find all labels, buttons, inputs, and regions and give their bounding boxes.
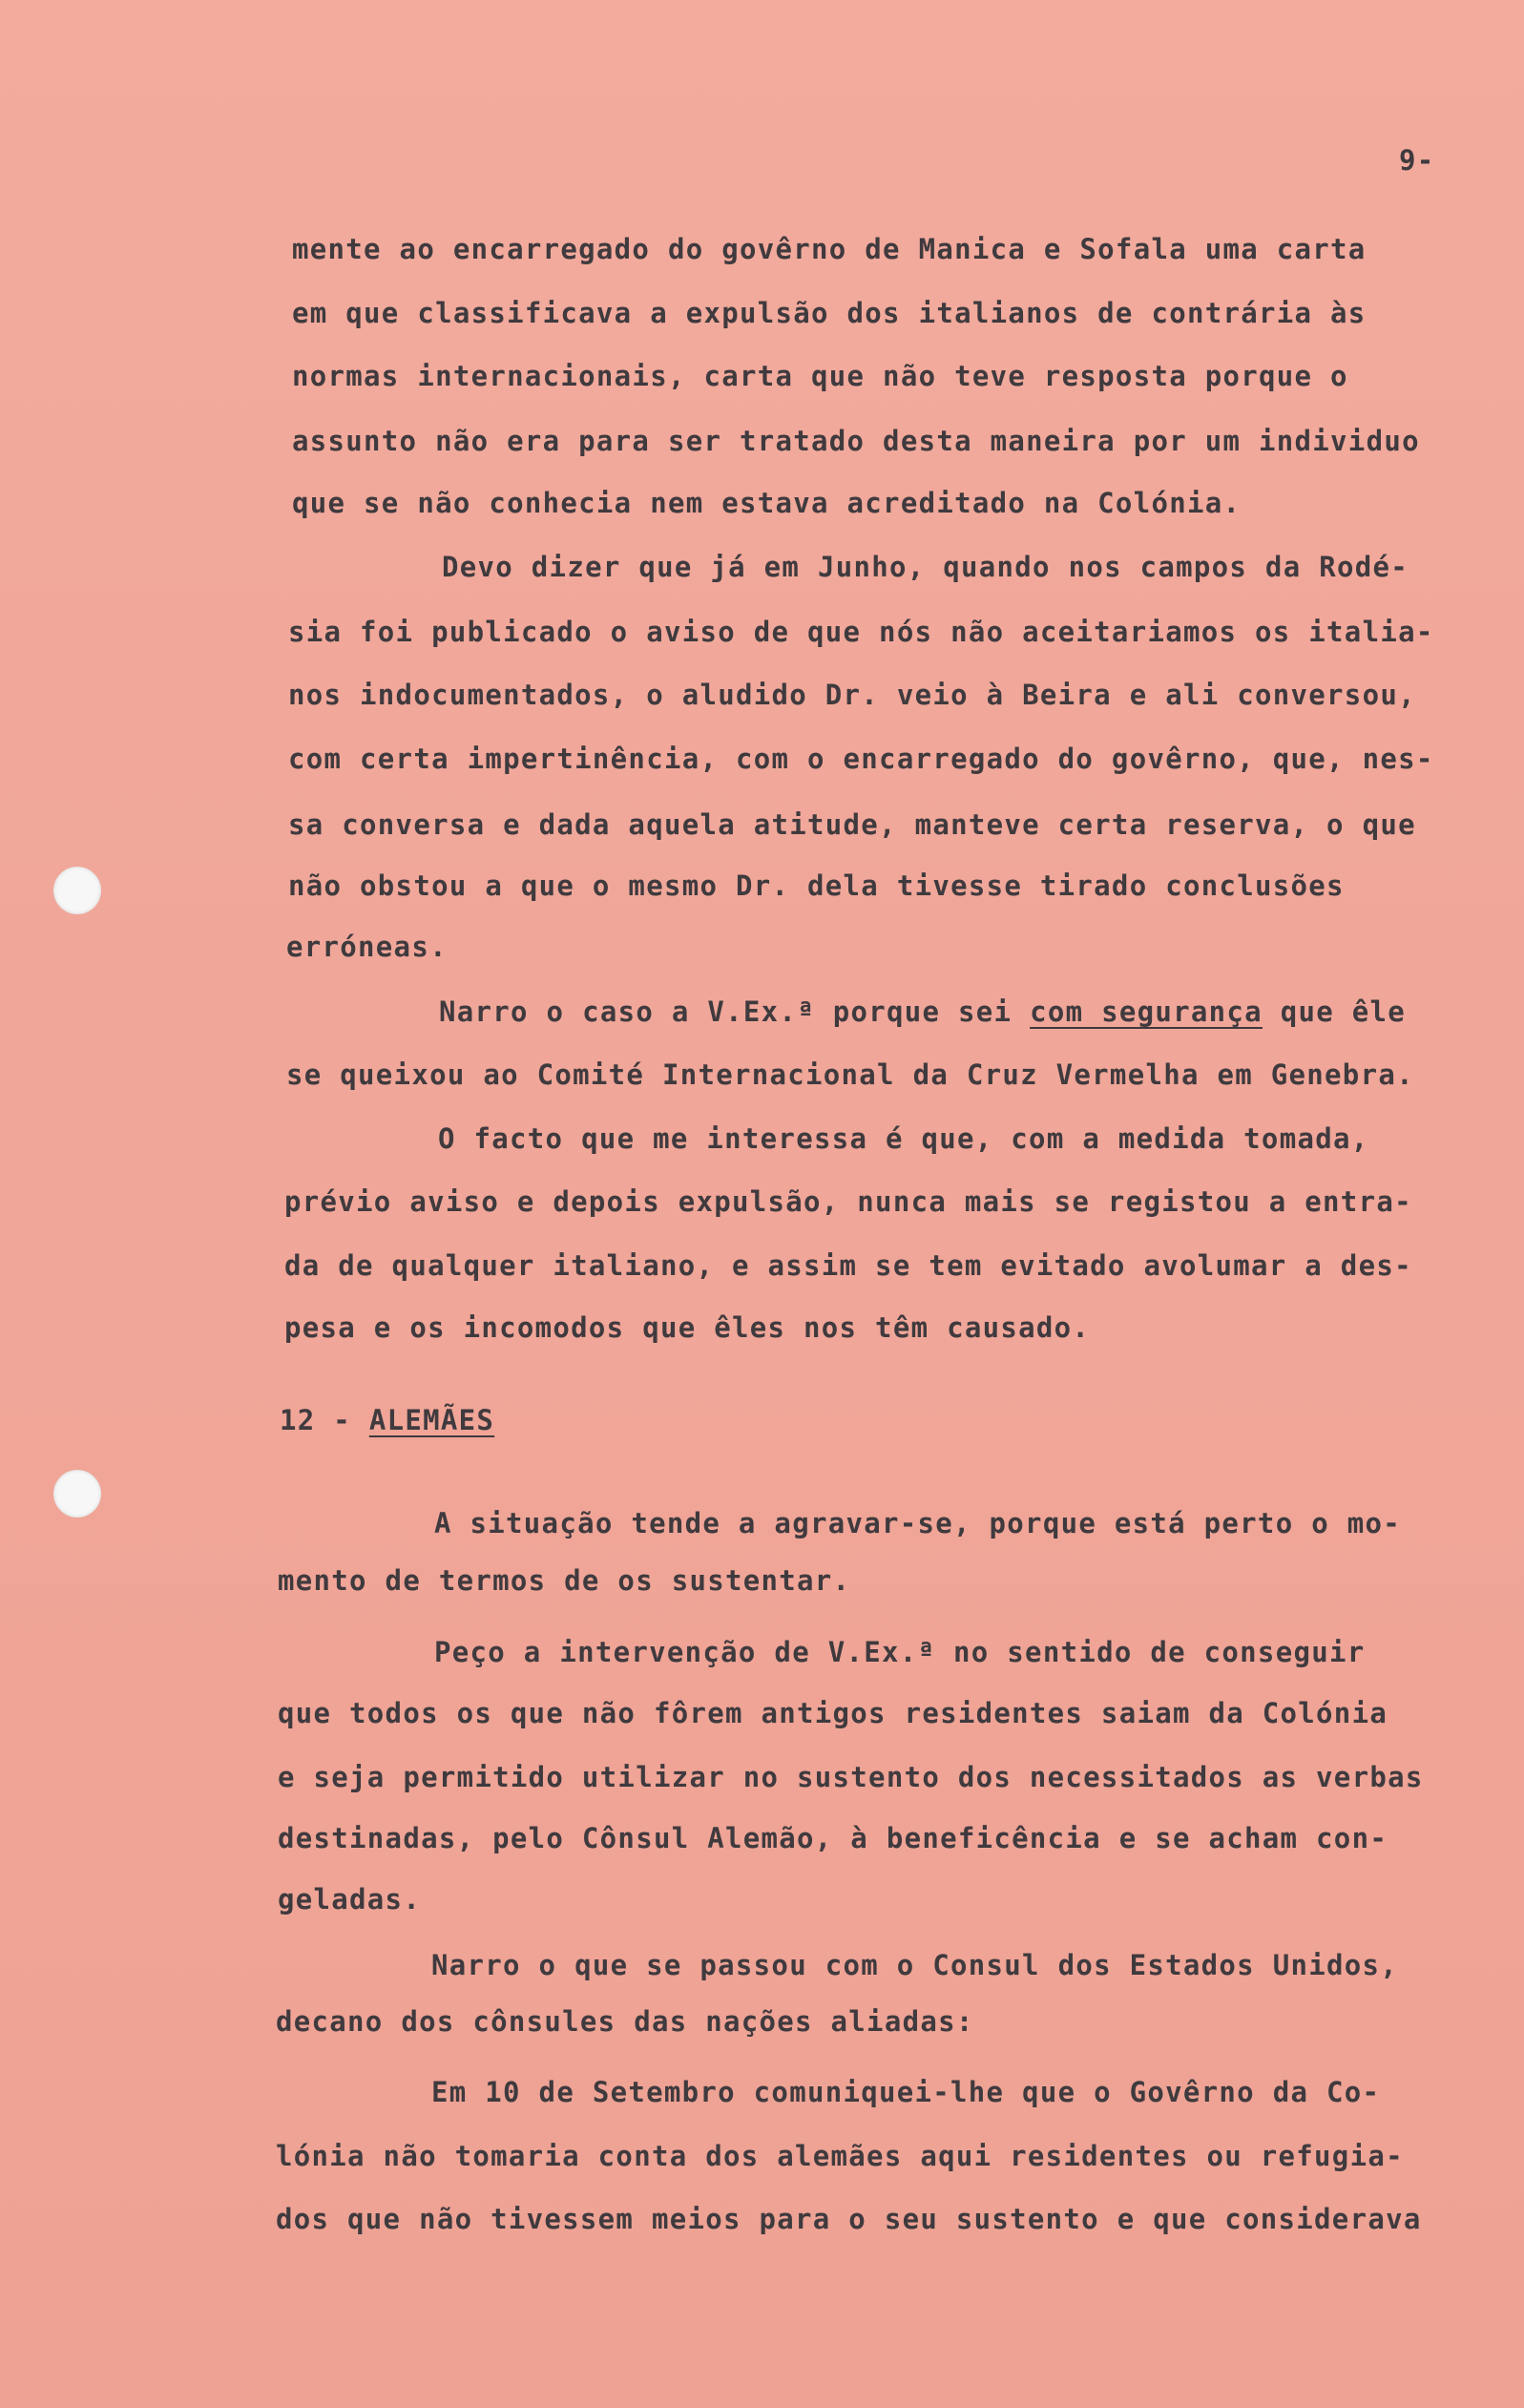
punch-hole-bottom — [53, 1470, 101, 1518]
text-line: mento de termos de os sustentar. — [278, 1564, 851, 1597]
underlined-phrase: com segurança — [1030, 995, 1263, 1028]
text-line: dos que não tivessem meios para o seu sustento e que considerava — [276, 2203, 1422, 2235]
text-line: O facto que me interessa é que, com a medida tomada, — [438, 1122, 1369, 1155]
text-line — [439, 995, 1407, 1028]
text-line: que todos os que não fôrem antigos residentes saiam da Colónia — [278, 1697, 1388, 1729]
text-line: sia foi publicado o aviso de que nós não aceitariamos os italia- — [288, 616, 1434, 648]
text-line: decano dos cônsules das nações aliadas: — [276, 2005, 974, 2038]
text-line: nos indocumentados, o aludido Dr. veio à Beira e ali conversou, — [288, 679, 1416, 711]
text-line: Devo dizer que já em Junho, quando nos campos da Rodé- — [442, 551, 1409, 583]
text-line: se queixou ao Comité Internacional da Cruz Vermelha em Genebra. — [286, 1058, 1414, 1091]
text-line: prévio aviso e depois expulsão, nunca mais se registou a entra- — [284, 1185, 1412, 1218]
text-segment: Narro o caso a V.Ex.ª porque sei — [439, 995, 1031, 1028]
text-line: erróneas. — [286, 931, 448, 963]
page-number: 9- — [1399, 144, 1435, 177]
text-line: pesa e os incomodos que êles nos têm causado. — [284, 1311, 1091, 1344]
section-heading — [280, 1404, 495, 1436]
text-line: sa conversa e dada aquela atitude, manteve certa reserva, o que — [288, 808, 1416, 841]
text-line: destinadas, pelo Cônsul Alemão, à beneficência e se acham con- — [278, 1822, 1388, 1854]
section-title: ALEMÃES — [368, 1404, 495, 1436]
text-line: Narro o que se passou com o Consul dos Estados Unidos, — [431, 1949, 1399, 1981]
text-line: Em 10 de Setembro comuniquei-lhe que o Govêrno da Co- — [431, 2076, 1381, 2108]
punch-hole-top — [53, 867, 101, 914]
text-line: e seja permitido utilizar no sustento dos necessitados as verbas — [278, 1761, 1424, 1793]
text-line: que se não conhecia nem estava acreditado na Colónia. — [292, 487, 1242, 519]
text-line: lónia não tomaria conta dos alemães aqui residentes ou refugia- — [276, 2140, 1404, 2172]
text-line: assunto não era para ser tratado desta maneira por um individuo — [292, 425, 1420, 457]
section-number: 12 - — [280, 1404, 369, 1436]
text-line: A situação tende a agravar-se, porque está perto o mo- — [434, 1507, 1402, 1539]
text-line: geladas. — [278, 1883, 422, 1916]
text-line: não obstou a que o mesmo Dr. dela tivesse tirado conclusões — [288, 869, 1345, 902]
text-line: em que classificava a expulsão dos italianos de contrária às — [292, 297, 1367, 329]
text-line: mente ao encarregado do govêrno de Manica e Sofala uma carta — [292, 233, 1367, 265]
text-line: com certa impertinência, com o encarregado do govêrno, que, nes- — [288, 743, 1434, 775]
text-line: da de qualquer italiano, e assim se tem evitado avolumar a des- — [284, 1249, 1412, 1282]
text-line: Peço a intervenção de V.Ex.ª no sentido de conseguir — [434, 1636, 1366, 1668]
text-segment: que êle — [1262, 995, 1407, 1028]
text-line: normas internacionais, carta que não teve resposta porque o — [292, 360, 1348, 392]
